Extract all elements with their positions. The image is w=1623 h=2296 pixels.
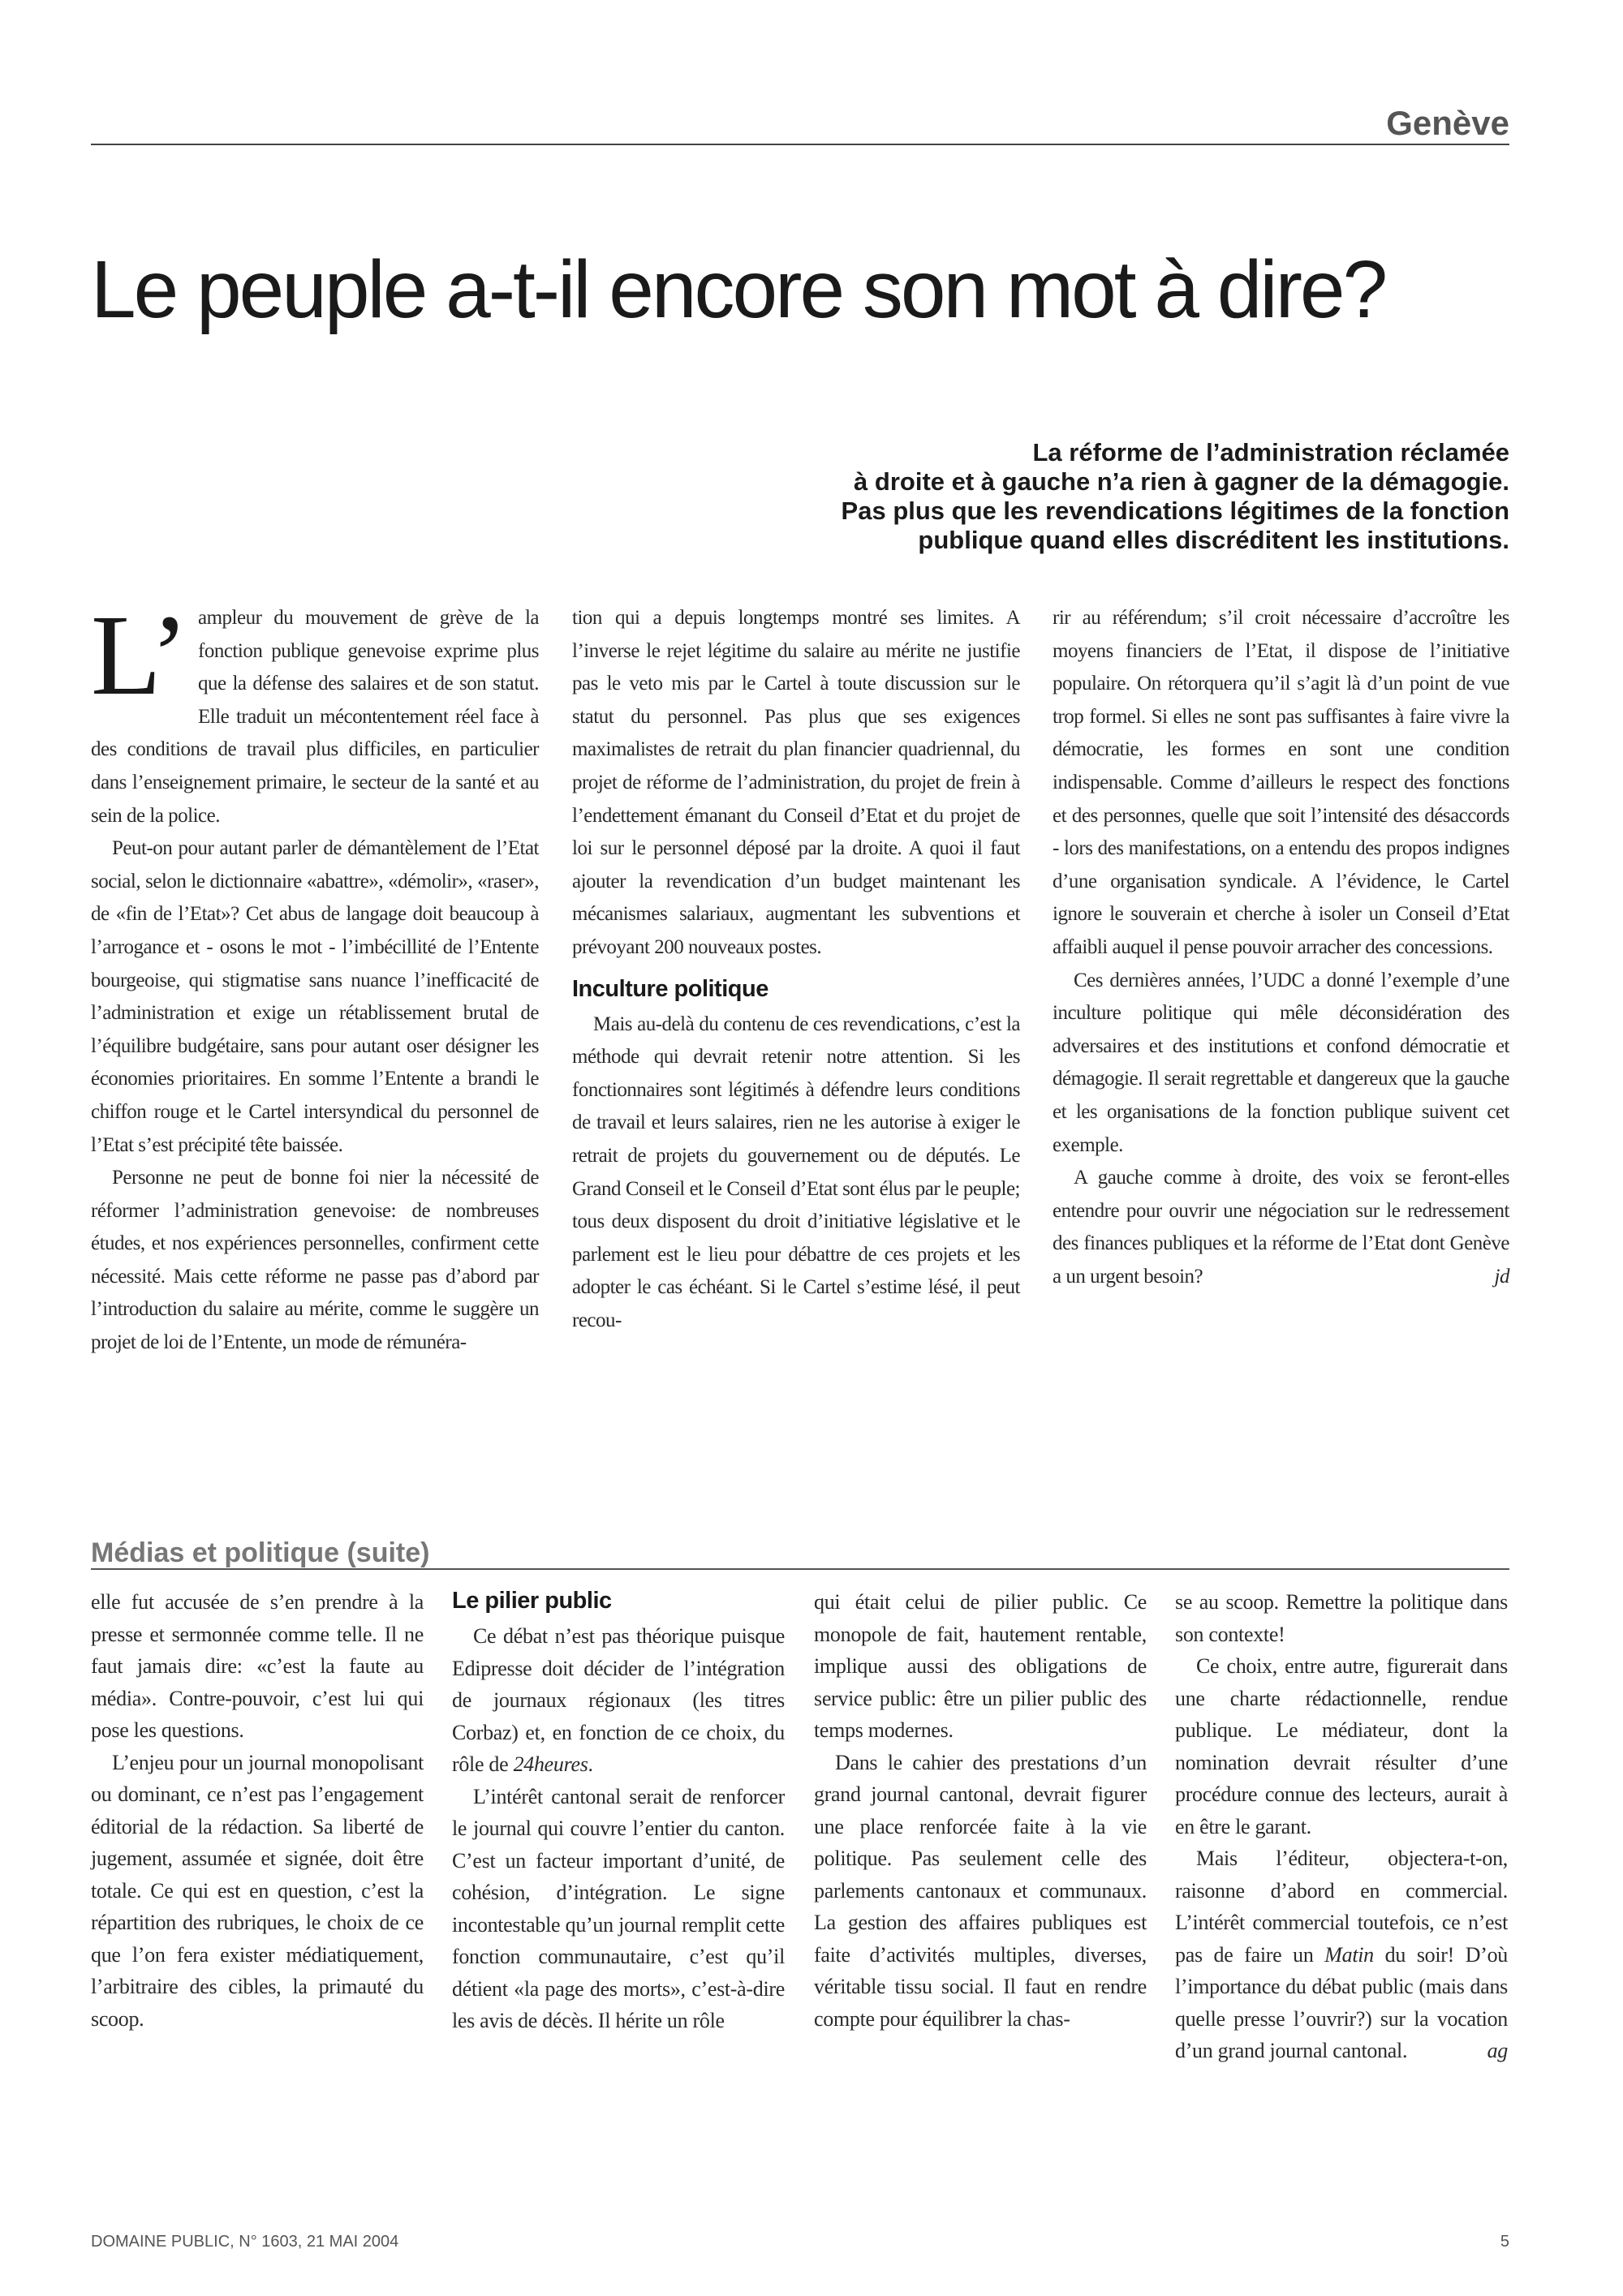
article-column-2 — [452, 1586, 785, 2037]
paragraph-text: du soir! D’où l’importance du débat public (mais dans quelle presse l’ouvrir?) sur la vocation d’un grand journal cantonal. — [1175, 1942, 1508, 2062]
paragraph: Ce choix, entre autre, figurerait dans une charte rédactionnelle, rendue publique. Le médiateur, dont la nomination devrait résulter d’une procédure connue des lecteurs, aurait à en être le garant. — [1175, 1654, 1508, 1838]
section-rule — [91, 1568, 1509, 1570]
drop-cap: L’ — [91, 591, 188, 719]
paragraph — [91, 591, 539, 832]
paragraph-text: Ce débat n’est pas théorique puisque Edipresse doit décider de l’intégration de journaux régionaux (les titres Corbaz) et, en fonction de ce choix, du rôle de — [452, 1624, 785, 1776]
article-column-1 — [91, 1586, 424, 2035]
paragraph: Mais au-delà du contenu de ces revendications, c’est la méthode qui devrait retenir notre attention. Si les fonctionnaires sont légitimés à défendre leurs conditions de travail et leurs salaires, rien ne les autorise à exiger le retrait de projets du gouvernement ou de députés. Le Grand Conseil et le Conseil d’Etat sont élus par le peuple; tous deux disposent du droit d’initiative législative et le parlement est le lieu pour débattre de ces projets et les adopter le cas échéant. Si le Cartel s’estime lésé, il peut recou- — [572, 1013, 1020, 1331]
paragraph — [452, 1620, 785, 1781]
paragraph: tion qui a depuis longtemps montré ses limites. A l’inverse le rejet légitime du salaire au mérite ne justifie pas le veto mis par le Cartel à toute discussion sur le statut du personnel. Pas plus que ses exigences maximalistes de retrait du plan financier quadriennal, du projet de réforme de l’administration, du projet de frein à l’endettement émanant du Conseil d’Etat et du projet de loi sur le personnel déposé par la droite. A quoi il faut ajouter la revendication d’un budget maintenant les mécanismes salariaux, augmentant les subventions et prévoyant 200 nouveaux postes. — [572, 607, 1020, 958]
article-column-3 — [814, 1586, 1147, 2035]
paragraph — [1175, 1842, 1508, 2067]
newspaper-title: 24heures — [513, 1752, 588, 1776]
top-rule — [91, 144, 1509, 145]
paragraph-text: . — [588, 1752, 593, 1776]
paragraph-text: Mais l’éditeur, objectera-t-on, raisonne d’abord en commercial. L’intérêt commercial toutefois, ce n’est pas de faire un — [1175, 1847, 1508, 1967]
paragraph: L’intérêt cantonal serait de renforcer le journal qui couvre l’entier du canton. C’est un facteur important d’unité, de cohésion, d’intégration. Le signe incontestable qu’un journal remplit cette fonction communautaire, c’est qu’il détient «la page des morts», c’est-à-dire les avis de décès. Il hérite un rôle — [452, 1784, 785, 2032]
paragraph-text: ampleur du mouvement de grève de la fonction publique genevoise exprime plus que la défense des salaires et de son statut. Elle traduit un mécontentement réel face à des conditions de travail plus difficiles, en particulier dans l’enseignement primaire, le secteur de la santé et au sein de la police. — [91, 607, 539, 827]
paragraph: rir au référendum; s’il croit nécessaire d’accroître les moyens financiers de l’Etat, il dispose de l’initiative populaire. On rétorquera qu’il s’agit là d’un point de vue trop formel. Si elles ne sont pas suffisantes à faire vivre la démocratie, les formes en sont une condition indispensable. Comme d’ailleurs le respect des fonctions et des personnes, quelle que soit l’intensité des désaccords - lors des manifestations, on a entendu des propos indignes d’une organisation syndicale. A l’évidence, le Cartel ignore le souverain et cherche à isoler un Conseil d’Etat affaibli auquel il pense pouvoir arracher des concessions. — [1053, 607, 1509, 958]
article-column-4 — [1175, 1586, 1508, 2067]
section-label: Genève — [1386, 104, 1509, 142]
paragraph: Dans le cahier des prestations d’un grand journal cantonal, devrait figurer une place renforcée faite à la vie politique. Pas seulement celle des parlements cantonaux et communaux. La gestion des affaires publiques est faite d’activités multiples, diverses, véritable tissu social. Il faut en rendre compte pour équilibrer la chas- — [814, 1750, 1147, 2031]
paragraph: qui était celui de pilier public. Ce monopole de fait, hautement rentable, implique aussi des obligations de service public: être un pilier public des temps modernes. — [814, 1590, 1147, 1742]
paragraph: elle fut accusée de s’en prendre à la presse et sermonnée comme telle. Il ne faut jamais dire: «c’est la faute au média». Contre-pouvoir, c’est lui qui pose les questions. — [91, 1590, 424, 1742]
newspaper-title: Matin — [1324, 1942, 1374, 1967]
paragraph: Personne ne peut de bonne foi nier la nécessité de réformer l’administration genevoise: de nombreuses études, et nos expériences personnelles, confirment cette nécessité. Mais cette réforme ne passe pas d’abord par l’introduction du salaire au mérite, comme le suggère un projet de loi de l’Entente, un mode de rémunéra- — [91, 1167, 539, 1354]
paragraph: Ces dernières années, l’UDC a donné l’exemple d’une inculture politique qui mêle déconsidération des adversaires et des institutions et confond démocratie et démagogie. Il serait regrettable et dangereux que la gauche et les organisations de la fonction publique suivent cet exemple. — [1053, 969, 1509, 1156]
headline: Le peuple a-t-il encore son mot à dire? — [91, 244, 1386, 335]
paragraph: L’enjeu pour un journal monopolisant ou dominant, ce n’est pas l’engagement éditorial de la rédaction. Sa liberté de jugement, assumée et signée, doit être totale. Ce qui est en question, c’est la répartition des rubriques, le choix de ce que l’on fera exister médiatiquement, l’arbitraire des cibles, la primauté du scoop. — [91, 1750, 424, 2031]
lead-line: Pas plus que les revendications légitimes de la fonction — [841, 497, 1509, 525]
lead-line: La réforme de l’administration réclamée — [1032, 438, 1509, 467]
article-column-1 — [91, 591, 539, 1360]
article-column-2 — [572, 602, 1020, 1337]
lead-paragraph — [576, 438, 1509, 555]
paragraph — [1053, 1162, 1509, 1293]
subheading: Inculture politique — [572, 975, 768, 1002]
author-signature: ag — [1487, 2039, 1508, 2062]
paragraph: Peut-on pour autant parler de démantèlement de l’Etat social, selon le dictionnaire «abattre», «démolir», «raser», de «fin de l’Etat»? Cet abus de langage doit beaucoup à l’arrogance et - osons le mot - l’imbécillité de l’Entente bourgeoise, qui stigmatise sans nuance l’inefficacité de l’administration et exige un rétablissement brutal de l’équilibre budgétaire, sans pour autant oser désigner les économies prioritaires. En somme l’Entente a brandi le chiffon rouge et le Cartel intersyndical du personnel de l’Etat s’est précipité tête baissée. — [91, 837, 539, 1156]
footer-page-number: 5 — [1500, 2233, 1509, 2251]
lead-line: à droite et à gauche n’a rien à gagner de la démagogie. — [854, 467, 1509, 496]
article-column-3 — [1053, 602, 1509, 1293]
lead-line: publique quand elles discréditent les institutions. — [918, 526, 1509, 554]
footer-publication: DOMAINE PUBLIC, N° 1603, 21 MAI 2004 — [91, 2233, 399, 2251]
paragraph: se au scoop. Remettre la politique dans son contexte! — [1175, 1590, 1508, 1646]
subheading: Le pilier public — [452, 1588, 612, 1614]
paragraph-text: A gauche comme à droite, des voix se feront-elles entendre pour ouvrir une négociation sur le redressement des finances publiques et la réforme de l’Etat dont Genève a un urgent besoin? — [1053, 1167, 1509, 1288]
author-signature: jd — [1494, 1265, 1509, 1288]
section-label-2: Médias et politique (suite) — [91, 1537, 430, 1568]
